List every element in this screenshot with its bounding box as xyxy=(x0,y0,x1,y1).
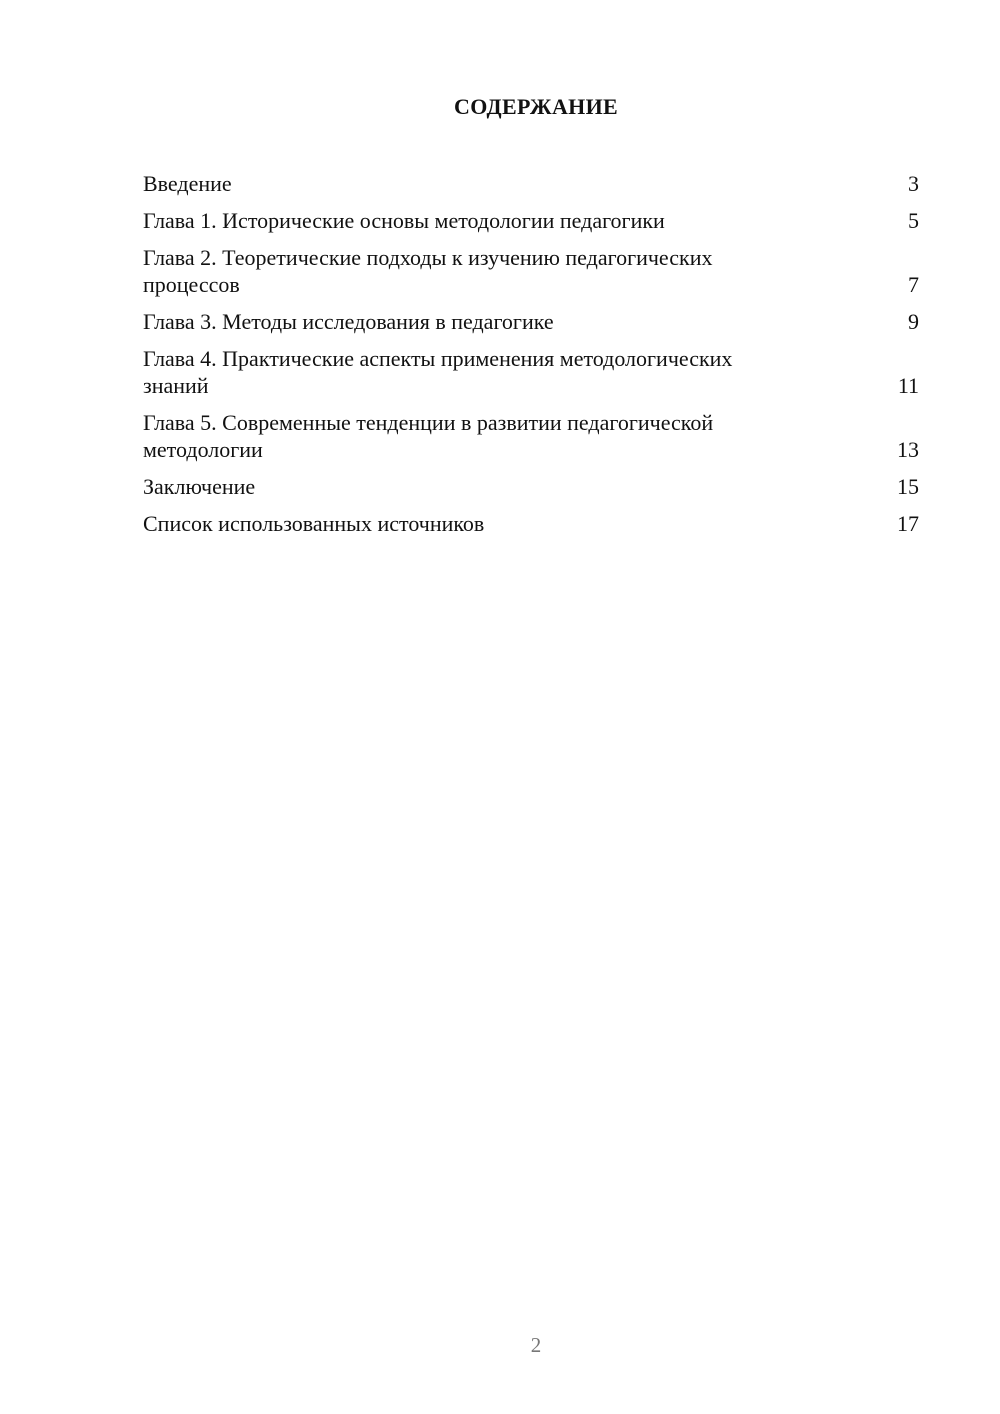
toc-entry-label: Введение xyxy=(143,171,232,196)
toc-entry-label: Глава 3. Методы исследования в педагогике xyxy=(143,309,554,334)
toc-entry-page: 9 xyxy=(908,309,919,334)
toc-entry-page: 7 xyxy=(908,272,919,297)
toc-entry-chapter-1 xyxy=(143,207,919,234)
toc-entry-page: 5 xyxy=(908,208,919,233)
toc-entry-references xyxy=(143,510,919,537)
toc-entry-label: Заключение xyxy=(143,474,256,499)
toc-entry-chapter-2 xyxy=(143,244,919,298)
toc-entry-chapter-4 xyxy=(143,345,919,399)
toc-entry-page: 11 xyxy=(897,373,919,398)
toc-entry-label: Глава 5. Современные тенденции в развитии педагогической методологии xyxy=(143,410,714,462)
toc-entry-introduction xyxy=(143,170,919,197)
page-title: СОДЕРЖАНИЕ xyxy=(454,94,618,119)
toc-entry-label: Глава 4. Практические аспекты применения методологических знаний xyxy=(143,346,733,398)
table-of-contents xyxy=(143,170,919,547)
toc-entry-page: 3 xyxy=(908,171,919,196)
toc-entry-label: Список использованных источников xyxy=(143,511,485,536)
toc-entry-page: 13 xyxy=(897,437,919,462)
toc-entry-page: 17 xyxy=(897,511,919,536)
toc-entry-label: Глава 1. Исторические основы методологии педагогики xyxy=(143,208,665,233)
toc-entry-chapter-5 xyxy=(143,409,919,463)
toc-entry-chapter-3 xyxy=(143,308,919,335)
page-number: 2 xyxy=(530,1333,542,1357)
toc-entry-label: Глава 2. Теоретические подходы к изучению педагогических процессов xyxy=(143,245,713,297)
toc-entry-page: 15 xyxy=(897,474,919,499)
toc-entry-conclusion xyxy=(143,473,919,500)
